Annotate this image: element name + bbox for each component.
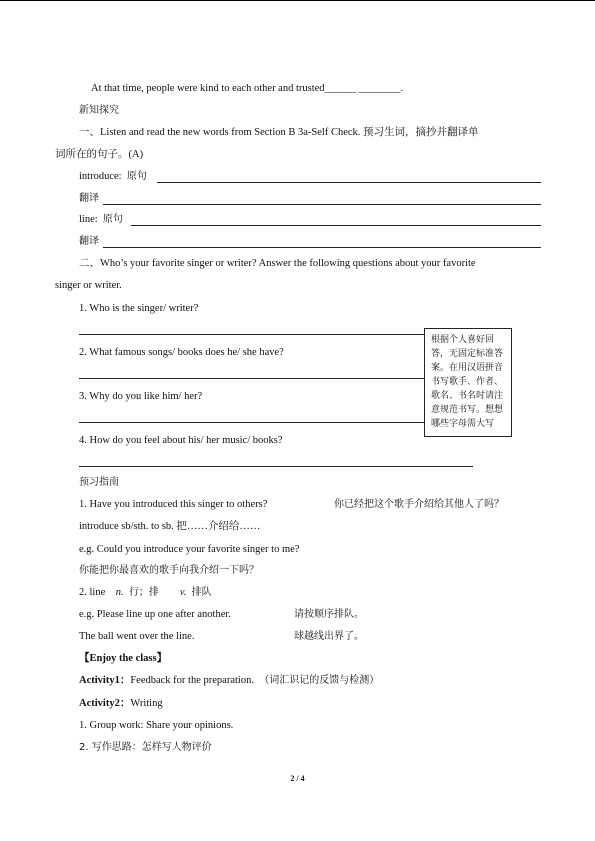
activity-2-item-2: 2. 写作思路：怎样写人物评价 bbox=[79, 742, 212, 753]
vocab-introduce-translation-field[interactable] bbox=[103, 192, 541, 205]
question-3: 3. Why do you like him/ her? bbox=[79, 391, 203, 402]
task2-instruction: 二、Who’s your favorite singer or writer? Answer the following questions about your favorite bbox=[79, 258, 476, 269]
question-2: 2. What famous songs/ books does he/ she have? bbox=[79, 347, 284, 358]
example-1-en: e.g. Could you introduce your favorite singer to me? bbox=[79, 544, 300, 555]
enjoy-class-title: 【Enjoy the class】 bbox=[79, 653, 168, 664]
vocab-line-translation-label: 翻译 bbox=[79, 236, 99, 247]
guide-title: 预习指南 bbox=[79, 477, 119, 488]
question-1: 1. Who is the singer/ writer? bbox=[79, 303, 199, 314]
answer-hint-box: 根据个人喜好回答，无固定标准答案。在用汉语拼音书写歌手、作者、歌名、书名时请注意规范书写。想想哪些字母需大写 bbox=[424, 328, 512, 437]
activity-2-item-1: 1. Group work: Share your opinions. bbox=[79, 720, 234, 731]
example-3-cn: 球越线出界了。 bbox=[294, 631, 364, 642]
vocab-introduce-source-field[interactable] bbox=[157, 170, 541, 183]
answer-line-4[interactable] bbox=[79, 466, 473, 467]
vocab-introduce-label: introduce: 原句 bbox=[79, 171, 147, 182]
guide-phrase: introduce sb/sth. to sb. 把……介绍给…… bbox=[79, 521, 261, 532]
guide-line-entry: 2. line n. 行；排 v. 排队 bbox=[79, 587, 212, 598]
activity-1: Activity1：Feedback for the preparation. （词汇识记的反馈与检测） bbox=[79, 675, 380, 686]
vocab-line-source-field[interactable] bbox=[131, 213, 541, 226]
section-title-new-knowledge: 新知探究 bbox=[79, 105, 119, 116]
vocab-line-label: line: 原句 bbox=[79, 214, 123, 225]
page-number: 2 / 4 bbox=[290, 774, 305, 783]
task1-instruction-cont: 词所在的句子。(A) bbox=[55, 149, 144, 160]
example-1-cn: 你能把你最喜欢的歌手向我介绍一下吗？ bbox=[79, 565, 259, 576]
intro-sentence: At that time, people were kind to each other and trusted______ ________. bbox=[91, 83, 404, 94]
example-3-en: The ball went over the line. bbox=[79, 631, 195, 642]
top-rule bbox=[0, 0, 595, 1]
example-2-en: e.g. Please line up one after another. bbox=[79, 609, 231, 620]
activity-2: Activity2：Writing bbox=[79, 698, 163, 709]
task2-instruction-cont: singer or writer. bbox=[55, 280, 122, 291]
example-2-cn: 请按顺序排队。 bbox=[294, 609, 364, 620]
guide-question-1-cn: 你已经把这个歌手介绍给其他人了吗？ bbox=[334, 499, 504, 510]
answer-line-1[interactable] bbox=[79, 334, 425, 335]
question-4: 4. How do you feel about his/ her music/ books? bbox=[79, 435, 283, 446]
vocab-line-translation-field[interactable] bbox=[103, 235, 541, 248]
answer-line-3[interactable] bbox=[79, 422, 425, 423]
task1-instruction: 一、Listen and read the new words from Section B 3a-Self Check. 预习生词，摘抄并翻译单 bbox=[79, 127, 479, 138]
answer-line-2[interactable] bbox=[79, 378, 425, 379]
guide-question-1-en: 1. Have you introduced this singer to others? bbox=[79, 499, 268, 510]
vocab-introduce-translation-label: 翻译 bbox=[79, 193, 99, 204]
